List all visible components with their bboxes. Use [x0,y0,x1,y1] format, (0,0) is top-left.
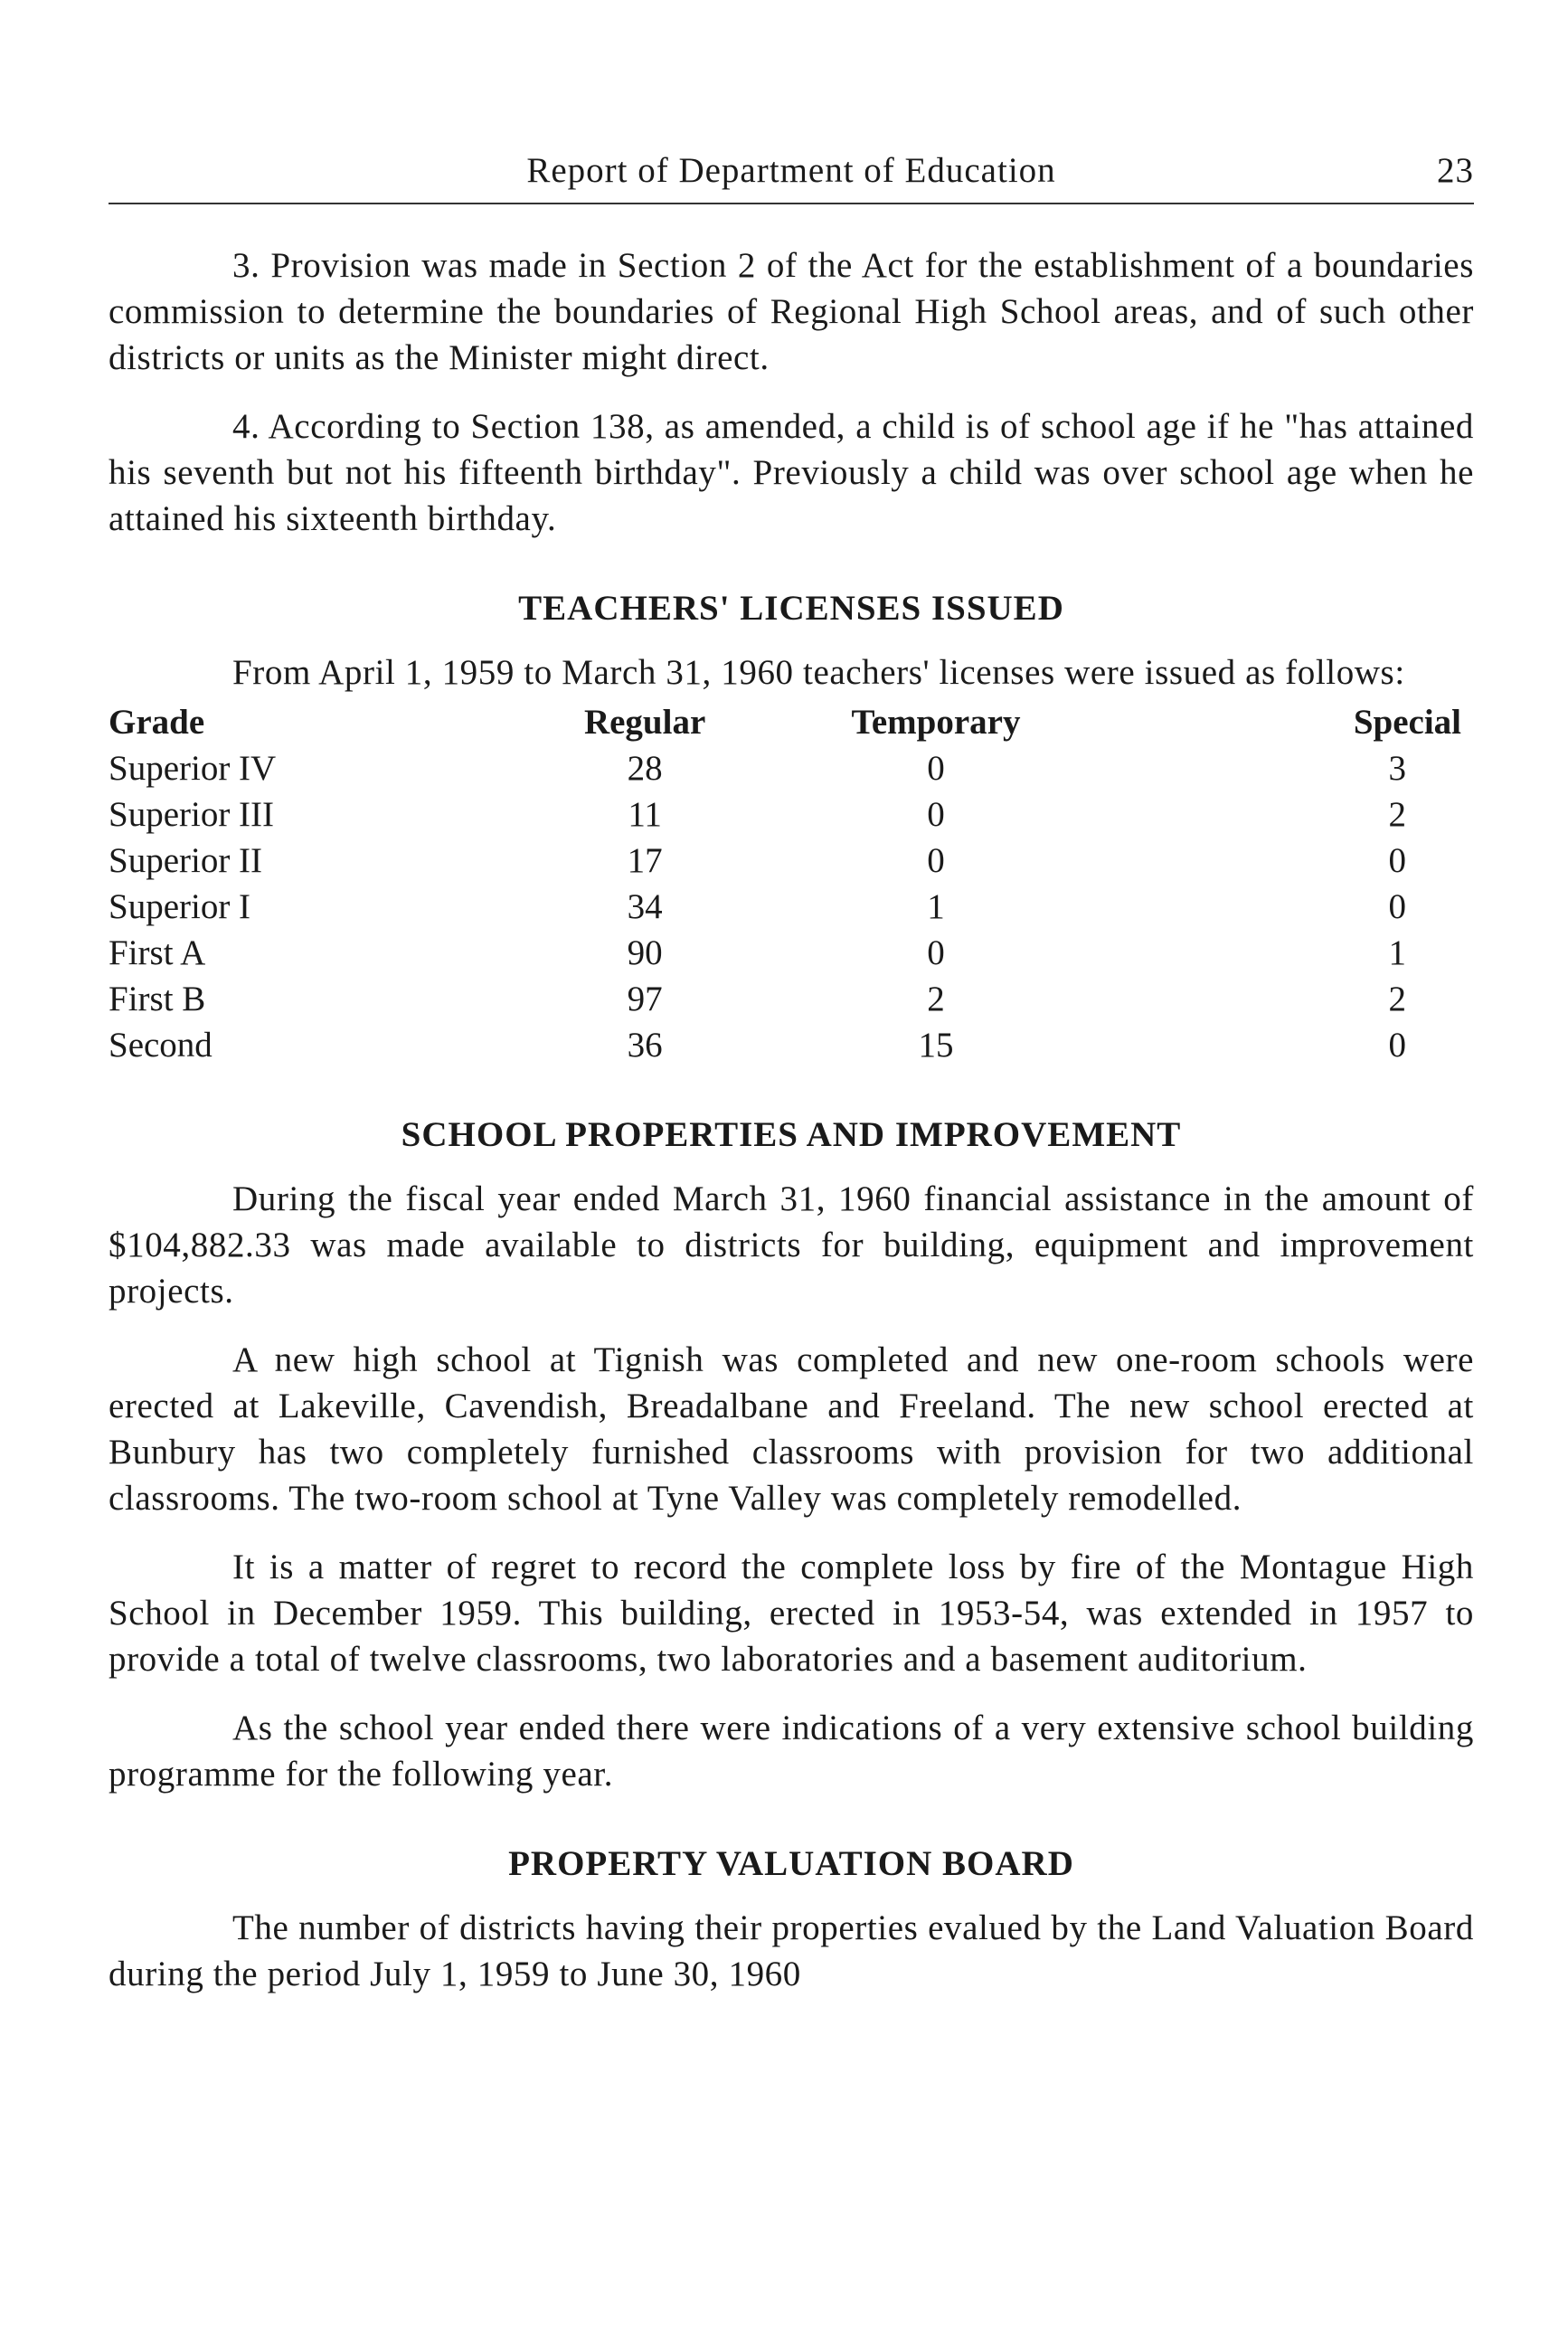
table-row [109,930,1474,976]
regular-cell: 28 [627,749,663,788]
table-header-row [109,699,1474,745]
temporary-cell: 2 [927,980,945,1018]
paragraph-section-138: 4. According to Section 138, as amended, a child is of school age if he "has attained his seventh but not his fifteenth birthday". Previously a child was over school age when he attained his sixteenth birthday. [109,407,1474,538]
heading-school-properties: SCHOOL PROPERTIES AND IMPROVEMENT [401,1115,1182,1154]
temporary-cell: 0 [927,795,945,834]
page-number: 23 [1437,151,1474,190]
special-cell: 1 [1388,933,1406,972]
header-rule [109,203,1474,204]
temporary-cell: 0 [927,933,945,972]
column-header-grade: Grade [109,703,205,742]
column-header-temporary: Temporary [851,703,1021,742]
regular-cell: 97 [627,980,663,1018]
grade-cell: Second [109,1026,213,1065]
temporary-cell: 0 [927,841,945,880]
temporary-cell: 1 [927,887,945,926]
regular-cell: 11 [628,795,662,834]
table-row [109,1022,1474,1068]
grade-cell: Superior I [109,887,251,926]
special-cell: 2 [1388,795,1406,834]
special-cell: 2 [1388,980,1406,1018]
special-cell: 0 [1388,1026,1406,1065]
grade-cell: Superior III [109,795,275,834]
paragraph-new-schools: A new high school at Tignish was completed and new one-room schools were erected at Lakeville, Cavendish, Breadalbane and Freeland. The new school erected at Bunbury has two completely furnished classrooms with provision for two additional classrooms. The two-room school at Tyne Valley was completely remodelled. [109,1340,1474,1518]
special-cell: 0 [1388,841,1406,880]
temporary-cell: 0 [927,749,945,788]
heading-property-valuation: PROPERTY VALUATION BOARD [508,1844,1074,1883]
regular-cell: 36 [627,1026,663,1065]
grade-cell: Superior IV [109,749,277,788]
column-header-regular: Regular [583,703,706,742]
grade-cell: Superior II [109,841,263,880]
grade-cell: First B [109,980,206,1018]
licenses-intro: From April 1, 1959 to March 31, 1960 teachers' licenses were issued as follows: [232,653,1405,692]
regular-cell: 17 [627,841,663,880]
running-title: Report of Department of Education [526,151,1056,190]
table-row [109,838,1474,884]
grade-cell: First A [109,933,206,972]
special-cell: 3 [1388,749,1406,788]
column-header-special: Special [1353,703,1461,742]
table-row [109,976,1474,1022]
paragraph-building-programme: As the school year ended there were indications of a very extensive school building programme for the following year. [109,1709,1474,1794]
paragraph-valuation-board: The number of districts having their properties evalued by the Land Valuation Board during the period July 1, 1959 to June 30, 1960 [109,1908,1474,1993]
table-row [109,791,1474,838]
heading-teachers-licenses: TEACHERS' LICENSES ISSUED [518,589,1064,628]
regular-cell: 34 [627,887,663,926]
licenses-table [109,699,1474,1068]
paragraph-section-2: 3. Provision was made in Section 2 of the Act for the establishment of a boundaries commission to determine the boundaries of Regional High School areas, and of such other districts or units as the Minister might direct. [109,246,1474,377]
paragraph-financial-assistance: During the fiscal year ended March 31, 1960 financial assistance in the amount of $104,882.33 was made available to districts for building, equipment and improvement projects. [109,1179,1474,1311]
regular-cell: 90 [627,933,663,972]
page-header [109,145,1474,199]
table-row [109,884,1474,930]
page-content [109,242,1474,2020]
paragraph-montague-fire: It is a matter of regret to record the complete loss by fire of the Montague High School in December 1959. This building, erected in 1953-54, was extended in 1957 to provide a total of twelve classrooms, two laboratories and a basement auditorium. [109,1548,1474,1679]
special-cell: 0 [1388,887,1406,926]
temporary-cell: 15 [918,1026,954,1065]
table-row [109,745,1474,791]
